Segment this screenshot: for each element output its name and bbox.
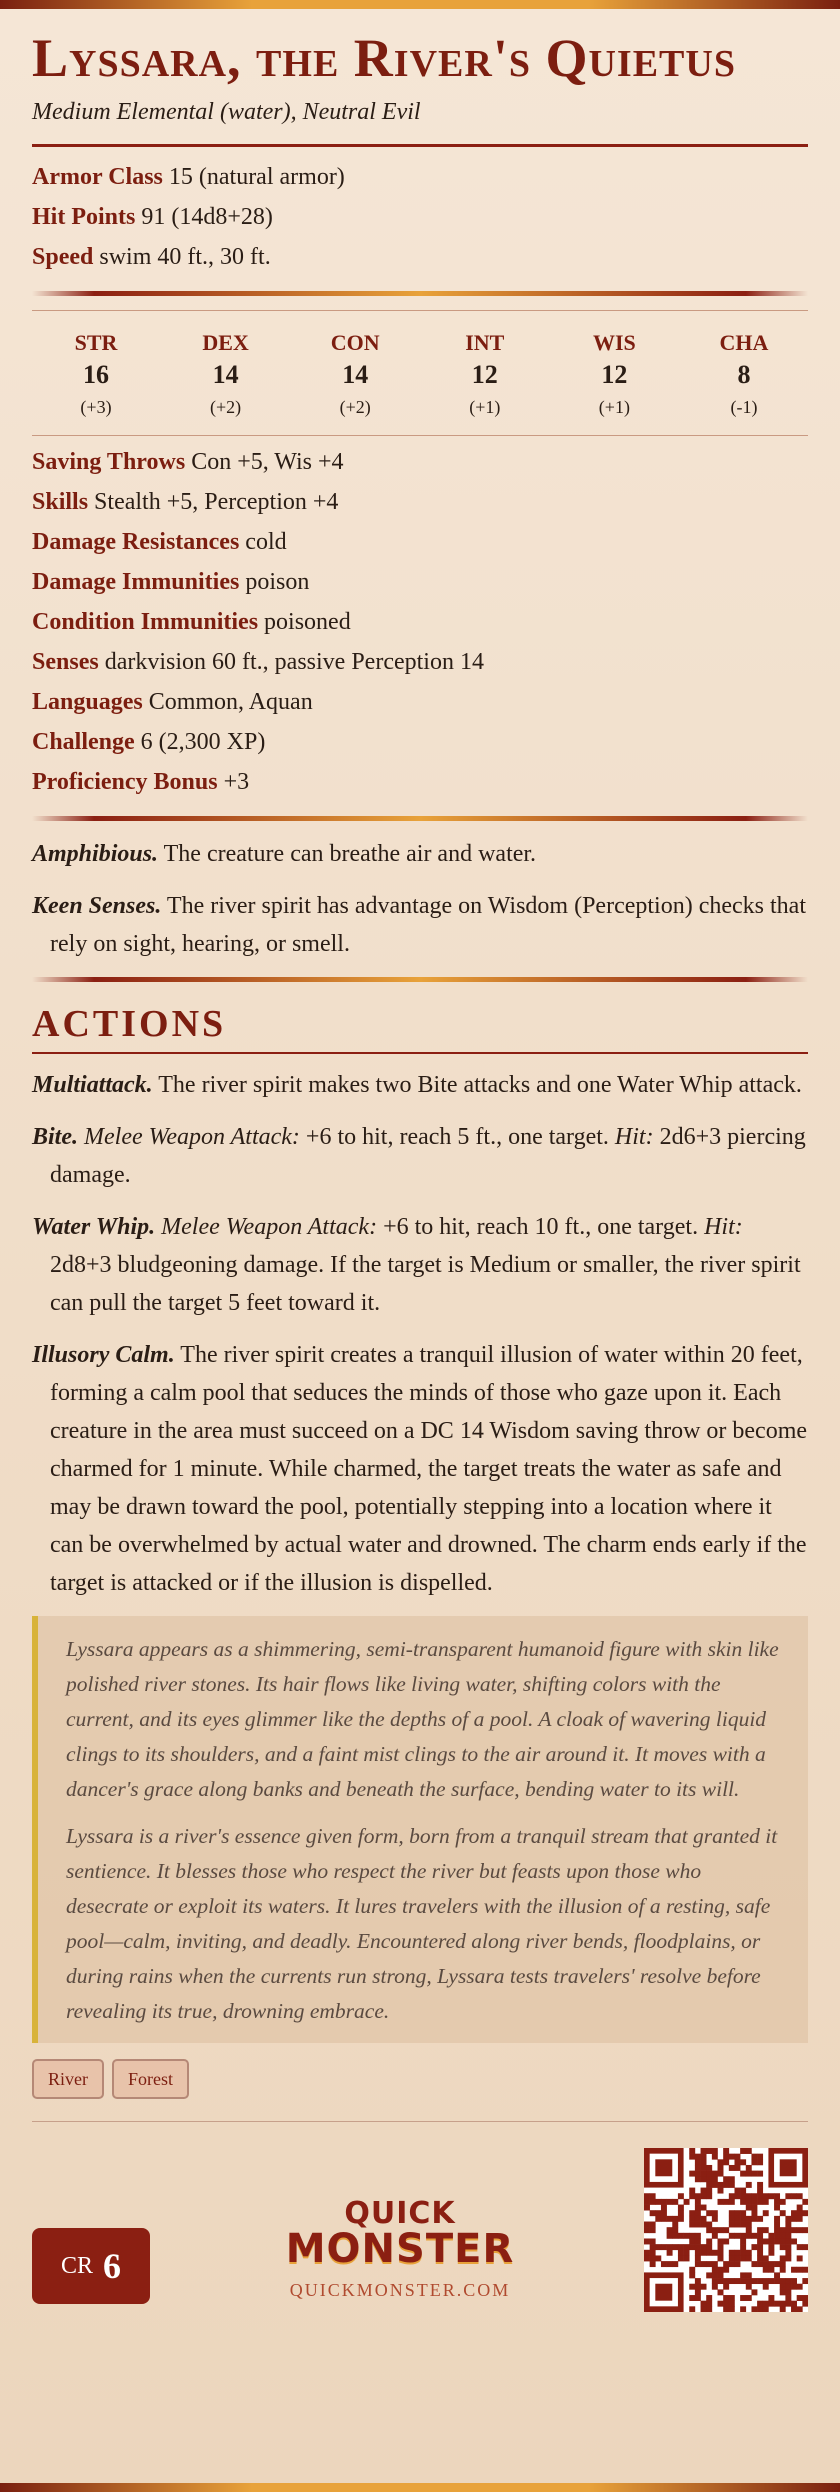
hit-points: Hit Points 91 (14d8+28)	[32, 204, 273, 230]
stat-block	[32, 22, 808, 2312]
ability-cha: CHA 8 (-1)	[719, 330, 769, 417]
ability-str: STR 16 (+3)	[74, 330, 118, 417]
lore-box	[32, 1616, 808, 2043]
action-bite: Bite. Melee Weapon Attack: +6 to hit, reach 5 ft., one target. Hit: 2d6+3 piercing damage.	[32, 1124, 806, 1188]
top-accent-bar	[0, 0, 840, 9]
ability-dex: DEX 14 (+2)	[202, 330, 249, 417]
actions-heading: ACTIONS	[32, 1003, 227, 1045]
divider	[32, 144, 808, 147]
languages: Languages Common, Aquan	[32, 689, 313, 715]
divider	[32, 2121, 808, 2122]
action-water-whip: Water Whip. Melee Weapon Attack: +6 to hit, reach 10 ft., one target. Hit: 2d8+3 bludgeoning damage. If the target is Medium or smaller, the river spirit can pull the target 5 feet toward it.	[32, 1214, 801, 1316]
skills: Skills Stealth +5, Perception +4	[32, 489, 339, 515]
action-illusory-calm: Illusory Calm. The river spirit creates a tranquil illusion of water within 20 feet, forming a calm pool that seduces the minds of those who gaze upon it. Each creature in the area must succeed on a DC 14 Wisdom saving throw or become charmed for 1 minute. While charmed, the target treats the water as safe and may be drawn toward the pool, potentially stepping into a location where it can be overwhelmed by actual water and drowned. The charm ends early if the target is attacked or if the illusion is dispelled.	[32, 1342, 808, 1596]
tag-river[interactable]: River	[32, 2059, 104, 2099]
armor-class: Armor Class 15 (natural armor)	[32, 164, 345, 190]
footer	[32, 2140, 808, 2312]
ability-wis: WIS 12 (+1)	[592, 330, 636, 417]
action-multiattack: Multiattack. The river spirit makes two Bite attacks and one Water Whip attack.	[32, 1072, 802, 1098]
divider	[32, 816, 808, 821]
bottom-accent-bar	[0, 2483, 840, 2492]
divider	[32, 1052, 808, 1054]
tag-forest[interactable]: Forest	[112, 2059, 189, 2099]
damage-resistances: Damage Resistances cold	[32, 529, 287, 555]
condition-immunities: Condition Immunities poisoned	[32, 609, 351, 635]
logo-url[interactable]: QUICKMONSTER.COM	[289, 2280, 511, 2300]
ability-scores	[32, 310, 808, 436]
quickmonster-logo[interactable]: QUICK MONSTER QUICKMONSTER.COM	[280, 2200, 520, 2301]
tag-list	[32, 2059, 808, 2099]
divider	[32, 291, 808, 296]
proficiency-bonus: Proficiency Bonus +3	[32, 769, 250, 795]
challenge: Challenge 6 (2,300 XP)	[32, 729, 266, 755]
speed: Speed swim 40 ft., 30 ft.	[32, 244, 271, 270]
cr-badge: CR 6	[32, 2228, 150, 2304]
saving-throws: Saving Throws Con +5, Wis +4	[32, 449, 344, 475]
ability-con: CON 14 (+2)	[330, 330, 380, 417]
lore-paragraph: Lyssara appears as a shimmering, semi-transparent humanoid figure with skin like polished river stones. Its hair flows like living water, shifting colors with the current, and its eyes glimmer like the depths of a pool. A cloak of wavering liquid clings to its shoulders, and a faint mist clings to the air around it. It moves with a dancer's grace along banks and beneath the surface, bending water to its will.	[66, 1637, 779, 1801]
damage-immunities: Damage Immunities poison	[32, 569, 310, 595]
monster-name: Lyssara, the River's Quietus	[32, 28, 736, 88]
monster-type: Medium Elemental (water), Neutral Evil	[32, 99, 421, 125]
lore-paragraph: Lyssara is a river's essence given form, born from a tranquil stream that granted it sentience. It blesses those who respect the river but feasts upon those who desecrate or exploit its waters. It lures travelers with the illusion of a resting, safe pool—calm, inviting, and deadly. Encountered along river bends, floodplains, or during rains when the currents run strong, Lyssara tests travelers' resolve before revealing its true, drowning embrace.	[66, 1824, 778, 2023]
ability-int: INT 12 (+1)	[465, 330, 505, 417]
divider	[32, 977, 808, 982]
qr-code	[644, 2148, 808, 2312]
trait-amphibious: Amphibious. The creature can breathe air and water.	[32, 841, 537, 867]
trait-keen-senses: Keen Senses. The river spirit has advantage on Wisdom (Perception) checks that rely on sight, hearing, or smell.	[32, 893, 806, 957]
senses: Senses darkvision 60 ft., passive Perception 14	[32, 649, 484, 675]
